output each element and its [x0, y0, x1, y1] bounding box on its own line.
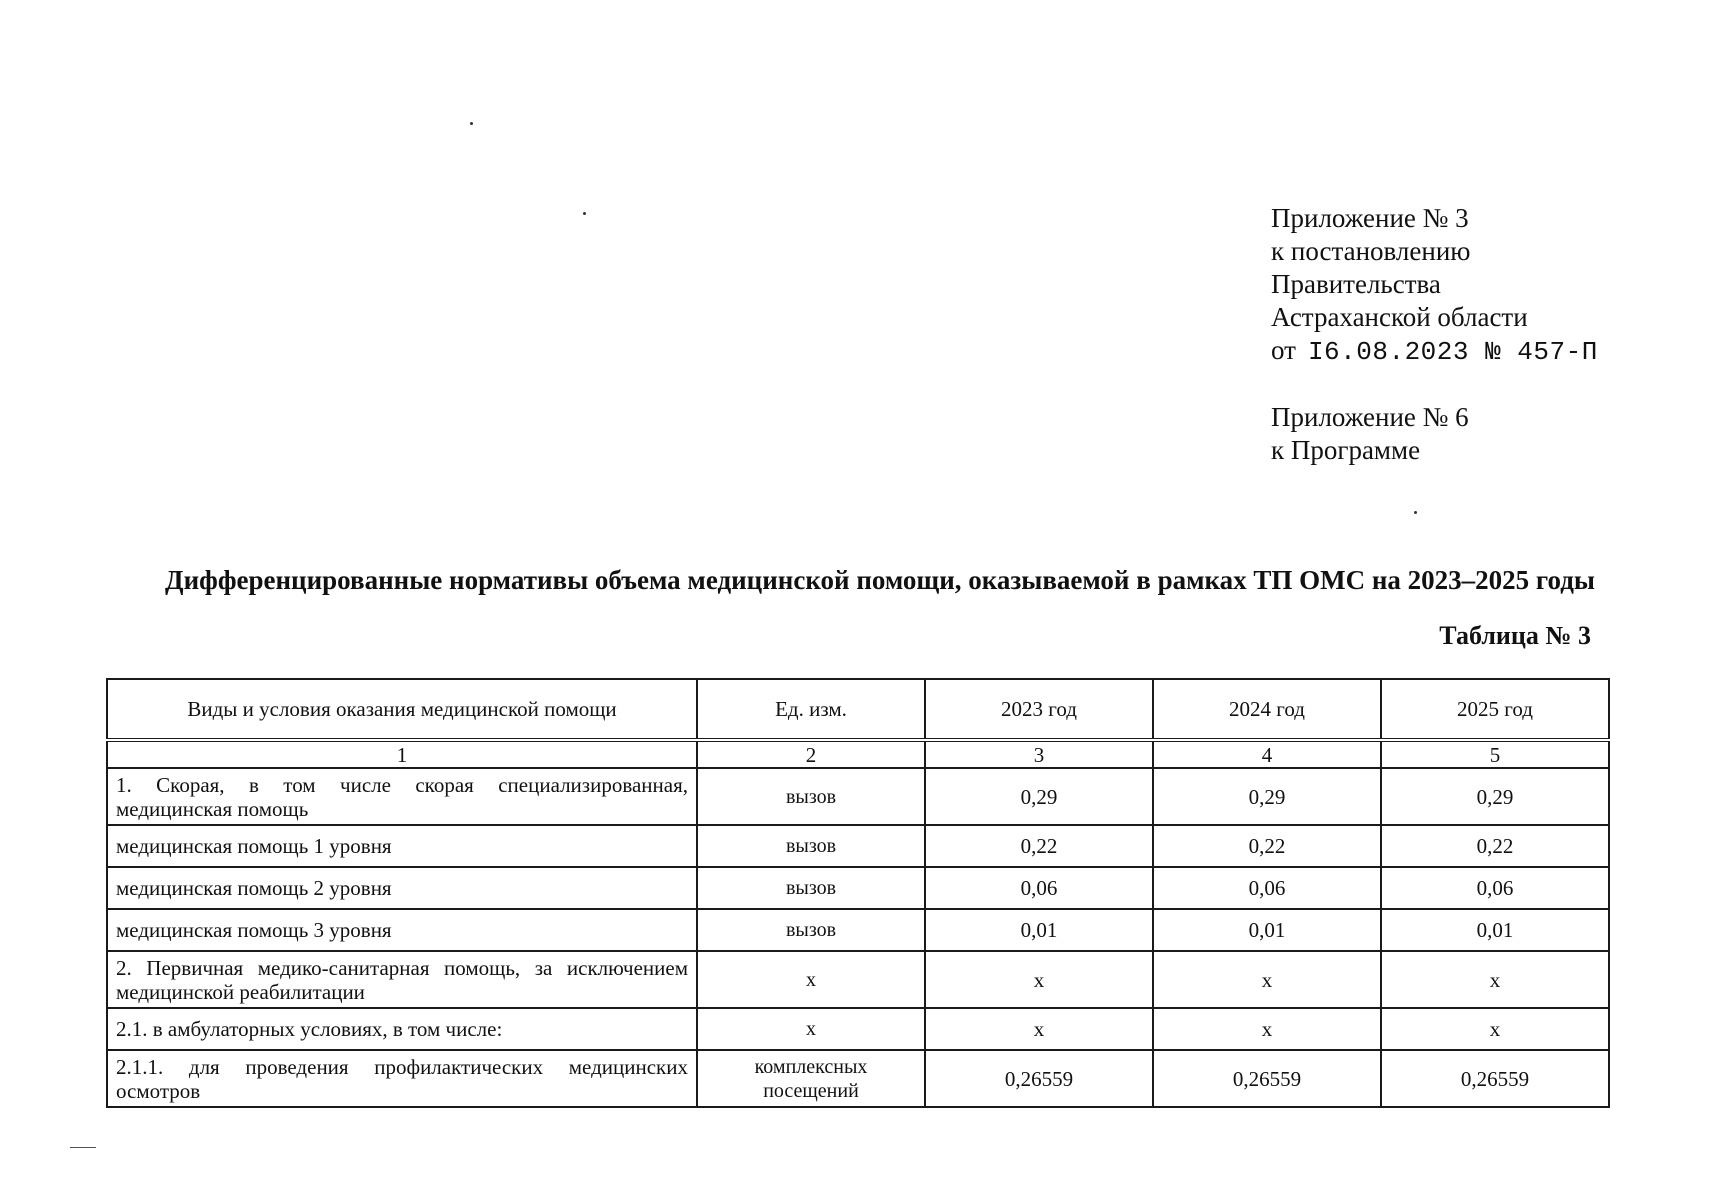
row-value-2024: х — [1153, 1008, 1381, 1050]
header-cell: Ед. изм. — [697, 679, 925, 740]
appendix-date-stamp: I6.08.2023 № 457-П — [1307, 337, 1598, 367]
row-value-2024: х — [1153, 951, 1381, 1008]
row-value-2023: 0,29 — [925, 768, 1153, 825]
row-unit-cell: вызов — [697, 825, 925, 867]
row-name-cell: 2.1. в амбулаторных условиях, в том числе: — [107, 1008, 697, 1050]
row-unit-cell: вызов — [697, 768, 925, 825]
row-value-2024: 0,06 — [1153, 867, 1381, 909]
row-value-2025: х — [1381, 1008, 1609, 1050]
column-number-cell: 1 — [107, 740, 697, 768]
scan-edge-mark — [70, 1147, 96, 1148]
table-header-row — [107, 679, 1609, 740]
table-row — [107, 909, 1609, 951]
row-value-2025: 0,29 — [1381, 768, 1609, 825]
table-row — [107, 1050, 1609, 1107]
appendix-block — [1271, 202, 1598, 467]
row-value-2023: 0,22 — [925, 825, 1153, 867]
scan-speck — [583, 212, 586, 215]
row-value-2023: 0,01 — [925, 909, 1153, 951]
appendix-spacer — [1271, 369, 1598, 401]
column-number-cell: 5 — [1381, 740, 1609, 768]
row-name-cell: 2.1.1. для проведения профилактических медицинских осмотров — [107, 1050, 697, 1107]
table-row — [107, 825, 1609, 867]
appendix-date-prefix: от — [1271, 335, 1296, 365]
row-name-cell: медицинская помощь 2 уровня — [107, 867, 697, 909]
row-value-2024: 0,01 — [1153, 909, 1381, 951]
appendix-date-line — [1271, 334, 1598, 369]
row-value-2023: 0,06 — [925, 867, 1153, 909]
table-row — [107, 768, 1609, 825]
row-value-2025: х — [1381, 951, 1609, 1008]
appendix-line: Астраханской области — [1271, 302, 1528, 332]
document-title: Дифференцированные нормативы объема медицинской помощи, оказываемой в рамках ТП ОМС на 2023–2025 годы — [165, 565, 1595, 595]
row-value-2024: 0,26559 — [1153, 1050, 1381, 1107]
scan-speck — [470, 122, 473, 125]
row-unit-cell: х — [697, 951, 925, 1008]
header-cell: 2025 год — [1381, 679, 1609, 740]
column-number-cell: 3 — [925, 740, 1153, 768]
row-value-2025: 0,01 — [1381, 909, 1609, 951]
header-cell: 2023 год — [925, 679, 1153, 740]
column-number-cell: 4 — [1153, 740, 1381, 768]
row-value-2025: 0,22 — [1381, 825, 1609, 867]
table-row — [107, 867, 1609, 909]
header-cell: 2024 год — [1153, 679, 1381, 740]
table-label: Таблица № 3 — [1439, 621, 1591, 650]
row-unit-cell: х — [697, 1008, 925, 1050]
header-cell: Виды и условия оказания медицинской помощи — [107, 679, 697, 740]
appendix-line: Приложение № 6 — [1271, 402, 1469, 432]
row-name-cell: 2. Первичная медико-санитарная помощь, за исключением медицинской реабилитации — [107, 951, 697, 1008]
appendix-line: Правительства — [1271, 269, 1441, 299]
row-value-2023: х — [925, 951, 1153, 1008]
table-row — [107, 951, 1609, 1008]
row-unit-cell: вызов — [697, 867, 925, 909]
row-value-2023: 0,26559 — [925, 1050, 1153, 1107]
column-number-row — [107, 740, 1609, 768]
appendix-line: Приложение № 3 — [1271, 203, 1469, 233]
row-value-2024: 0,29 — [1153, 768, 1381, 825]
row-value-2025: 0,06 — [1381, 867, 1609, 909]
table-row — [107, 1008, 1609, 1050]
appendix-line: к постановлению — [1271, 236, 1471, 266]
row-name-cell: 1. Скорая, в том числе скорая специализированная, медицинская помощь — [107, 768, 697, 825]
row-unit-cell: вызов — [697, 909, 925, 951]
scan-speck — [1414, 511, 1417, 514]
row-value-2024: 0,22 — [1153, 825, 1381, 867]
row-value-2025: 0,26559 — [1381, 1050, 1609, 1107]
row-value-2023: х — [925, 1008, 1153, 1050]
norms-table — [106, 678, 1610, 1108]
appendix-line: к Программе — [1271, 435, 1421, 465]
column-number-cell: 2 — [697, 740, 925, 768]
row-unit-cell: комплексных посещений — [697, 1050, 925, 1107]
row-name-cell: медицинская помощь 1 уровня — [107, 825, 697, 867]
row-name-cell: медицинская помощь 3 уровня — [107, 909, 697, 951]
